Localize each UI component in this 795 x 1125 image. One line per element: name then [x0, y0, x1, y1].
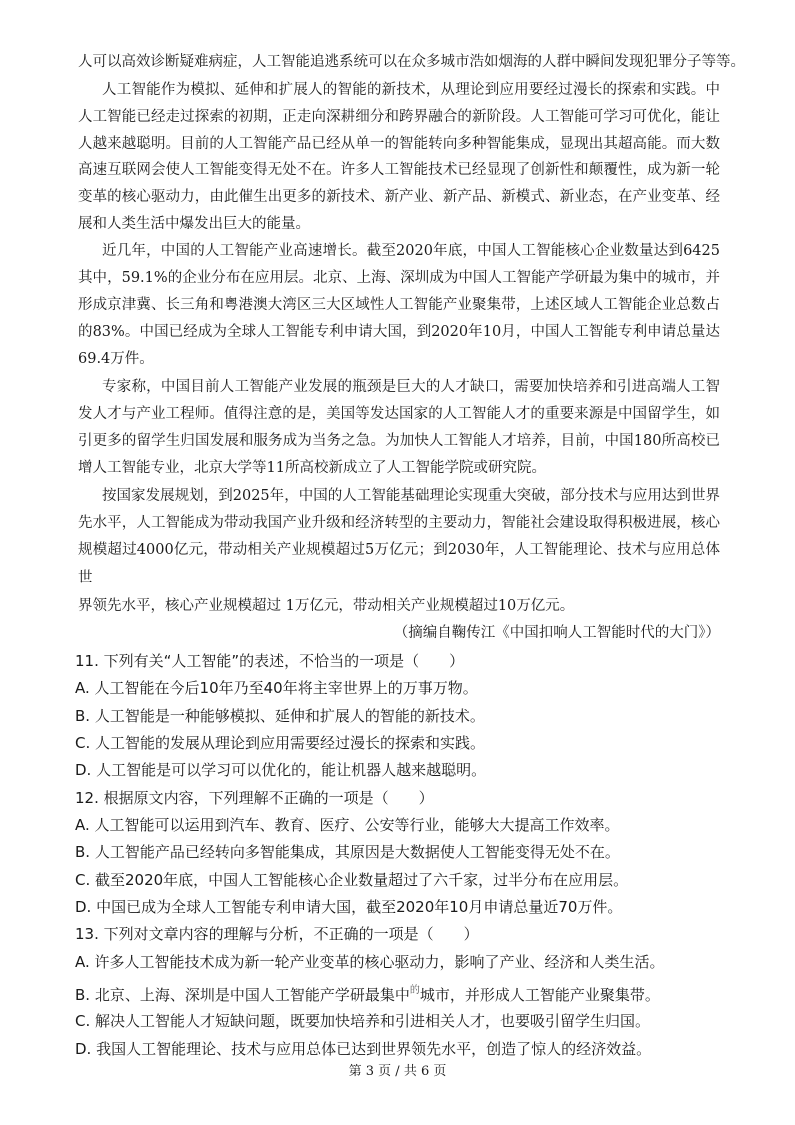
passage-line: 人工智能已经走过探索的初期，正走向深耕细分和跨界融合的新阶段。人工智能可学习可优化，能让 [78, 109, 720, 125]
question-option: B. 人工智能是一种能够模拟、延伸和扩展人的智能的新技术。 [75, 707, 485, 725]
question-stem: 13. 下列对文章内容的理解与分析，不正确的一项是（ ） [75, 925, 479, 943]
passage-source: （摘编自鞠传江《中国扣响人工智能时代的大门》） [393, 625, 720, 641]
question-option: B. 人工智能产品已经转向多智能集成，其原因是大数据使人工智能变得无处不在。 [75, 843, 620, 861]
passage-line: 世 [78, 570, 93, 586]
passage-line: 发人才与产业工程师。值得注意的是，美国等发达国家的人工智能人才的重要来源是中国留学生，如 [78, 406, 720, 422]
passage-line: 变革的核心驱动力，由此催生出更多的新技术、新产业、新产品、新模式、新业态，在产业变革、经 [78, 189, 720, 205]
option-text-tail: 城市，并形成人工智能产业聚集带。 [419, 986, 660, 1004]
passage-line: 展和人类生活中爆发出巨大的能量。 [78, 216, 310, 232]
question-stem: 11. 下列有关“人工智能”的表述，不恰当的一项是（ ） [75, 652, 465, 670]
option-superscript: 的 [409, 985, 420, 996]
passage-line: 专家称，中国目前人工智能产业发展的瓶颈是巨大的人才缺口，需要加快培养和引进高端人工智 [102, 379, 720, 395]
passage-line: 其中，59.1%的企业分布在应用层。北京、上海、深圳成为中国人工智能产学研最为集中的城市，并 [78, 270, 720, 286]
question-option: C. 截至2020年底，中国人工智能核心企业数量超过了六千家，过半分布在应用层。 [75, 871, 629, 889]
passage-line: 人可以高效诊断疑难病症，人工智能追逃系统可以在众多城市浩如烟海的人群中瞬间发现犯罪分子等等。 [78, 54, 745, 70]
option-text: B. 北京、上海、深圳是中国人工智能产学研最集中 [75, 986, 410, 1004]
page-number: 第 3 页 / 共 6 页 [348, 1064, 447, 1079]
passage-line: 规模超过4000亿元，带动相关产业规模超过5万亿元；到2030年，人工智能理论、技术与应用总体 [78, 542, 720, 558]
question-option: A. 许多人工智能技术成为新一轮产业变革的核心驱动力，影响了产业、经济和人类生活。 [75, 953, 665, 971]
passage-line: 人工智能作为模拟、延伸和扩展人的智能的新技术，从理论到应用要经过漫长的探索和实践。中 [102, 82, 720, 98]
question-option: C. 人工智能的发展从理论到应用需要经过漫长的探索和实践。 [75, 734, 486, 752]
question-option: D. 我国人工智能理论、技术与应用总体已达到世界领先水平，创造了惊人的经济效益。 [75, 1040, 652, 1058]
question-stem: 12. 根据原文内容，下列理解不正确的一项是（ ） [75, 789, 434, 807]
question-option: D. 中国已成为全球人工智能专利申请大国，截至2020年10月申请总量近70万件。 [75, 898, 623, 916]
passage-line: 近几年，中国的人工智能产业高速增长。截至2020年底，中国人工智能核心企业数量达到6425 [102, 243, 720, 259]
passage-line: 形成京津冀、长三角和粤港澳大湾区三大区域性人工智能产业聚集带，上述区域人工智能企业总数占 [78, 297, 720, 313]
passage-line: 人越来越聪明。目前的人工智能产品已经从单一的智能转向多种智能集成，显现出其超高能。而大数 [78, 136, 720, 152]
question-option: A. 人工智能可以运用到汽车、教育、医疗、公安等行业，能够大大提高工作效率。 [75, 816, 620, 834]
passage-line: 先水平，人工智能成为带动我国产业升级和经济转型的主要动力，智能社会建设取得积极进展，核心 [78, 515, 720, 531]
passage-line: 引更多的留学生归国发展和服务成为当务之急。为加快人工智能人才培养，目前，中国180所高校已 [78, 433, 720, 449]
passage-line: 的83%。中国已经成为全球人工智能专利申请大国，到2020年10月，中国人工智能专利申请总量达 [78, 324, 720, 340]
question-option: A. 人工智能在今后10年乃至40年将主宰世界上的万事万物。 [75, 679, 478, 697]
passage-line: 增人工智能专业，北京大学等11所高校新成立了人工智能学院或研究院。 [78, 460, 546, 476]
question-option: D. 人工智能是可以学习可以优化的，能让机器人越来越聪明。 [75, 761, 487, 779]
passage-line: 界领先水平，核心产业规模超过 1万亿元，带动相关产业规模超过10万亿元。 [78, 598, 575, 614]
passage-line: 69.4万件。 [78, 351, 154, 367]
passage-line: 高速互联网会使人工智能变得无处不在。许多人工智能技术已经显现了创新性和颠覆性，成为新一轮 [78, 162, 720, 178]
question-option [75, 985, 660, 1008]
question-option: C. 解决人工智能人才短缺问题，既要加快培养和引进相关人才，也要吸引留学生归国。 [75, 1012, 651, 1030]
passage-line: 按国家发展规划，到2025年，中国的人工智能基础理论实现重大突破，部分技术与应用达到世界 [102, 488, 720, 504]
